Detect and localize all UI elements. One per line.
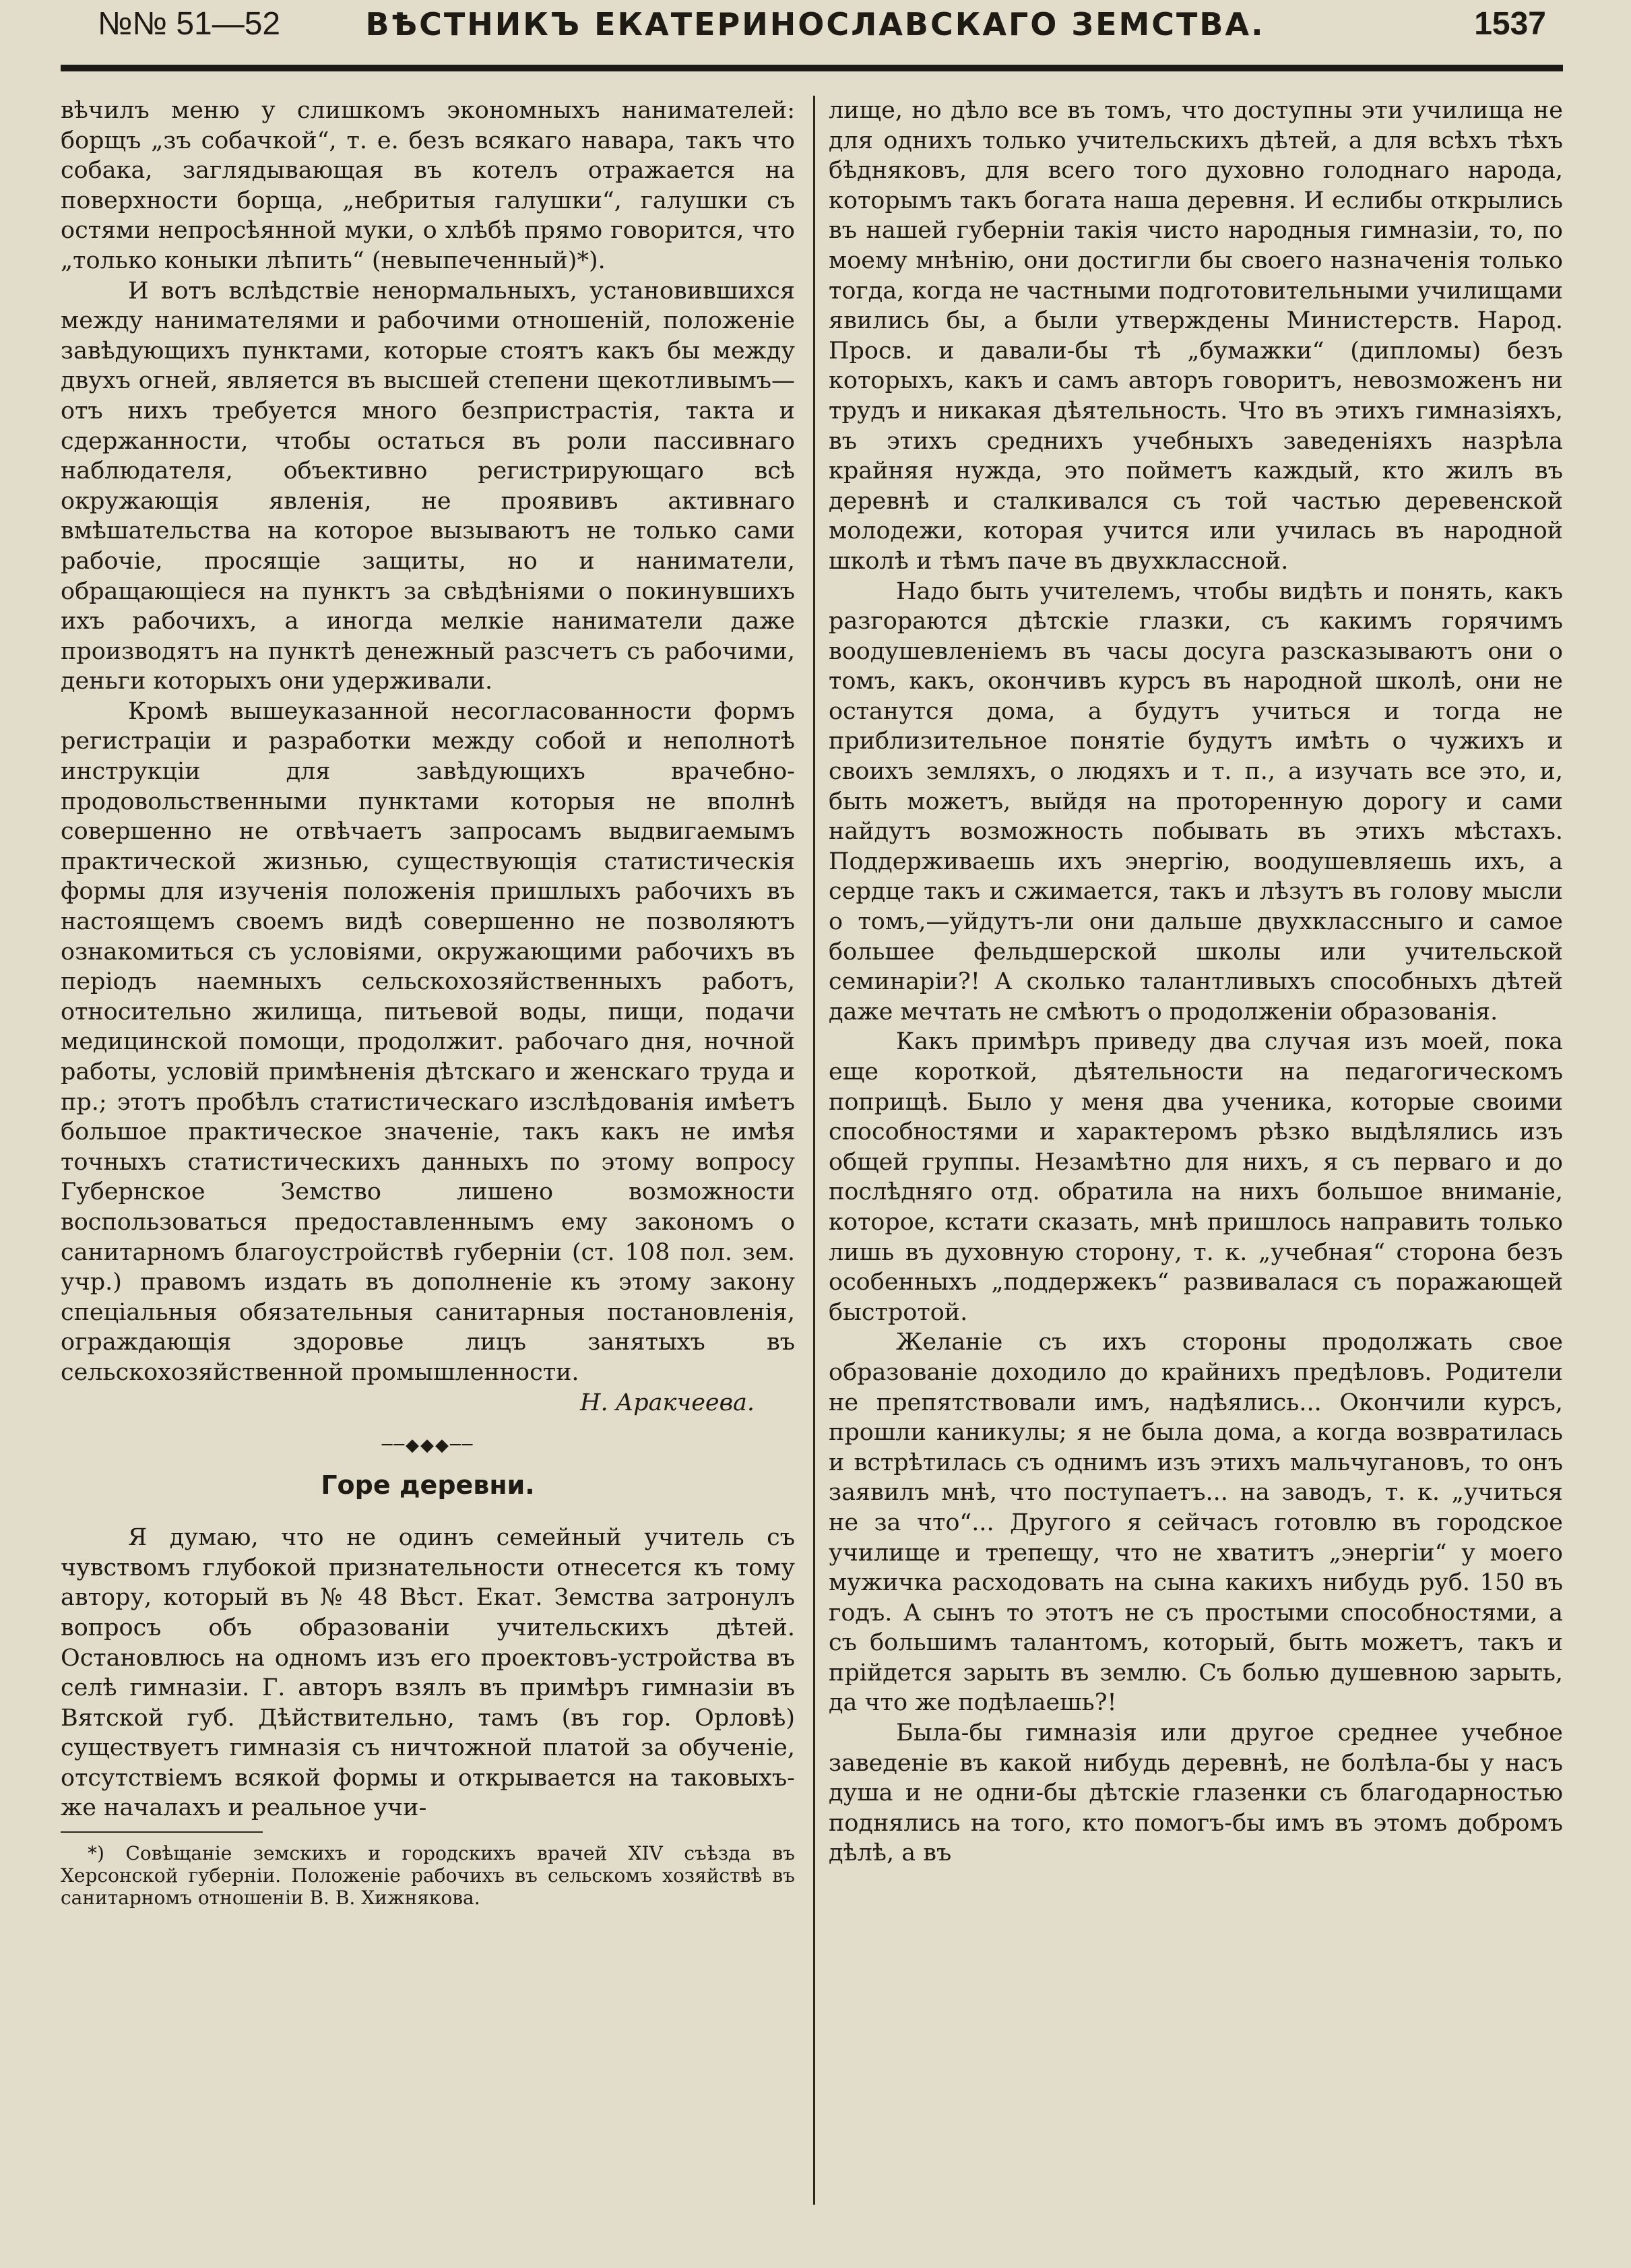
right-column <box>829 96 1563 2198</box>
paragraph-3: Кромѣ вышеуказанной несогласованности формъ регистраціи и разработки между собой и неполнотѣ инструкціи для завѣдующихъ врачебно-продовольственными пунктами которыя не вполнѣ совершенно не отвѣчаетъ запросамъ выдвигаемымъ практической жизнью, существующія статистическія формы для изученія положенія пришлыхъ рабочихъ въ настоящемъ своемъ видѣ совершенно не позволяютъ ознакомиться съ условіями, окружающими рабочихъ въ періодъ наемныхъ сельскохозяйственныхъ работъ, относительно жилища, питьевой воды, пищи, подачи медицинской помощи, продолжит. рабочаго дня, ночной работы, условій примѣненія дѣтскаго и женскаго труда и пр.; этотъ пробѣлъ статистическаго изслѣдованія имѣетъ большое практическое значеніе, такъ какъ не имѣя точныхъ статистическихъ данныхъ по этому вопросу Губернское Земство лишено возможности воспользоваться предоставленнымъ ему закономъ о санитарномъ благоустройствѣ губерніи (ст. 108 пол. зем. учр.) правомъ издать въ дополненіе къ этому закону спеціальныя обязательныя санитарныя постановленія, ограждающія здоровье лицъ занятыхъ въ сельскохозяйственной промышленности. <box>61 697 795 1386</box>
right-paragraph-2: Надо быть учителемъ, чтобы видѣть и понять, какъ разгораются дѣтскіе глазки, съ какимъ горячимъ воодушевленіемъ въ часы досуга разсказываютъ они о томъ, какъ, окончивъ курсъ въ народной школѣ, они не останутся дома, а будутъ учиться и тогда не приблизительное понятіе будутъ имѣть о чужихъ и своихъ земляхъ, о людяхъ и т. п., а изучать все это, и, быть можетъ, выйдя на проторенную дорогу и сами найдутъ возможность побывать въ этихъ мѣстахъ. Поддерживаешь ихъ энергію, воодушевляешь ихъ, а сердце такъ и сжимается, такъ и лѣзутъ въ голову мысли о томъ,—уйдутъ-ли они дальше двухклассныго и самое большее фельдшерской школы или учительской семинаріи?! А сколько талантливыхъ способныхъ дѣтей даже мечтать не смѣютъ о продолженіи образованія. <box>829 577 1563 1026</box>
article-title: Горе деревни. <box>321 1470 535 1501</box>
publication-title: ВѢСТНИКЪ ЕКАТЕРИНОСЛАВСКАГО ЗЕМСТВА. <box>365 6 1265 42</box>
header-rule <box>61 65 1563 71</box>
right-paragraph-1: лище, но дѣло все въ томъ, что доступны эти училища не для однихъ только учительскихъ дѣтей, а для всѣхъ тѣхъ бѣдняковъ, для всего того духовно голоднаго народа, которымъ такъ богата наша деревня. И еслибы открылись въ нашей губерніи такія чисто народныя гимназіи, то, по моему мнѣнію, они достигли бы своего назначенія только тогда, когда не частными подготовительными училищами явились бы, а были утверждены Министерств. Народ. Просв. и давали-бы тѣ „бумажки“ (дипломы) безъ которыхъ, какъ и самъ авторъ говоритъ, невозможенъ ни трудъ и никакая дѣятельность. Что въ этихъ гимназіяхъ, въ этихъ среднихъ учебныхъ заведеніяхъ назрѣла крайняя нужда, это пойметъ каждый, кто жилъ въ деревнѣ и сталкивался съ той частью деревенской молодежи, которая учится или училась въ народной школѣ и тѣмъ паче въ двухклассной. <box>829 97 1563 575</box>
column-divider <box>813 96 815 2205</box>
paragraph-2: И вотъ вслѣдствіе ненормальныхъ, установившихся между нанимателями и рабочими отношеній, положеніе завѣдующихъ пунктами, которые стоятъ какъ бы между двухъ огней, является въ высшей степени щекотливымъ—отъ нихъ требуется много безпристрастія, такта и сдержанности, чтобы остаться въ роли пассивнаго наблюдателя, объективно регистрирующаго всѣ окружающія явленія, не проявивъ активнаго вмѣшательства на которое вызываютъ не только сами рабочіе, просящіе защиты, но и наниматели, обращающіеся на пунктъ за свѣдѣніями о покинувшихъ ихъ рабочихъ, а иногда мелкіе наниматели даже производятъ на пунктѣ денежный разсчетъ съ рабочими, деньги которыхъ они удерживали. <box>61 277 795 695</box>
right-paragraph-3: Какъ примѣръ приведу два случая изъ моей, пока еще короткой, дѣятельности на педагогическомъ поприщѣ. Было у меня два ученика, которые своими способностями и характеромъ рѣзко выдѣлялись изъ общей группы. Незамѣтно для нихъ, я съ перваго и до послѣдняго отд. обратила на нихъ большое вниманіе, которое, кстати сказать, мнѣ пришлось направить только лишь въ духовную сторону, т. к. „учебная“ сторона безъ особенныхъ „поддержекъ“ развивалася съ поражающей быстротой. <box>829 1028 1563 1326</box>
section-ornament: ──◆◆◆── <box>381 1435 474 1456</box>
newspaper-page <box>57 0 1573 2268</box>
page-header <box>57 0 1573 47</box>
footnote: *) Совѣщаніе земскихъ и городскихъ врачей XIV съѣзда въ Херсонской губерніи. Положеніе рабочихъ въ сельскомъ хозяйствѣ въ санитарномъ отношеніи В. В. Хижнякова. <box>61 1842 795 1910</box>
issue-number: №№ 51—52 <box>98 6 281 42</box>
right-paragraph-4: Желаніе съ ихъ стороны продолжать свое образованіе доходило до крайнихъ предѣловъ. Родители не препятствовали имъ, надѣялись... Окончили курсъ, прошли каникулы; я не была дома, а когда возвратилась и встрѣтилась съ однимъ изъ этихъ мальчугановъ, то онъ заявилъ мнѣ, что поступаетъ... на заводъ, т. к. „учиться не за что“... Другого я сейчасъ готовлю въ городское училище и трепещу, что не хватитъ „энергіи“ у моего мужичка расходовать на сына какихъ нибудь руб. 150 въ годъ. А сынъ то этотъ не съ простыми способностями, а съ большимъ талантомъ, который, быть можетъ, такъ и прійдется зарыть въ землю. Съ болью душевною зарыть, да что же подѣлаешь?! <box>829 1329 1563 1717</box>
author-signature: Н. Аракчеева. <box>579 1389 755 1416</box>
right-paragraph-5: Была-бы гимназія или другое среднее учебное заведеніе въ какой нибудь деревнѣ, не болѣла-бы у насъ душа и не одни-бы дѣтскіе глазенки съ благодарностью поднялись на того, кто помогъ-бы имъ въ этомъ добромъ дѣлѣ, а въ <box>829 1720 1563 1867</box>
left-column <box>61 96 795 2198</box>
article-paragraph-1: Я думаю, что не одинъ семейный учитель съ чувствомъ глубокой признательности отнесется къ тому автору, который въ № 48 Вѣст. Екат. Земства затронулъ вопросъ объ образованіи учительскихъ дѣтей. Остановлюсь на одномъ изъ его проектовъ-устройства въ селѣ гимназіи. Г. авторъ взялъ въ примѣръ гимназіи въ Вятской губ. Дѣйствительно, тамъ (въ гор. Орловѣ) существуетъ гимназія съ ничтожной платой за обученіе, отсутствіемъ всякой формы и открывается на таковыхъ-же началахъ и реальное учи- <box>61 1524 795 1822</box>
paragraph-1: вѣчилъ меню у слишкомъ экономныхъ нанимателей: борщъ „зъ собачкой“, т. е. безъ всякаго навара, такъ что собака, заглядывающая въ котелъ отражается на поверхности борща, „небритыя галушки“, галушки съ остями непросѣянной муки, о хлѣбѣ прямо говорится, что „только коныки лѣпить“ (невыпеченный)*). <box>61 97 795 274</box>
footnote-rule <box>61 1831 263 1833</box>
page-number: 1537 <box>1474 6 1546 42</box>
